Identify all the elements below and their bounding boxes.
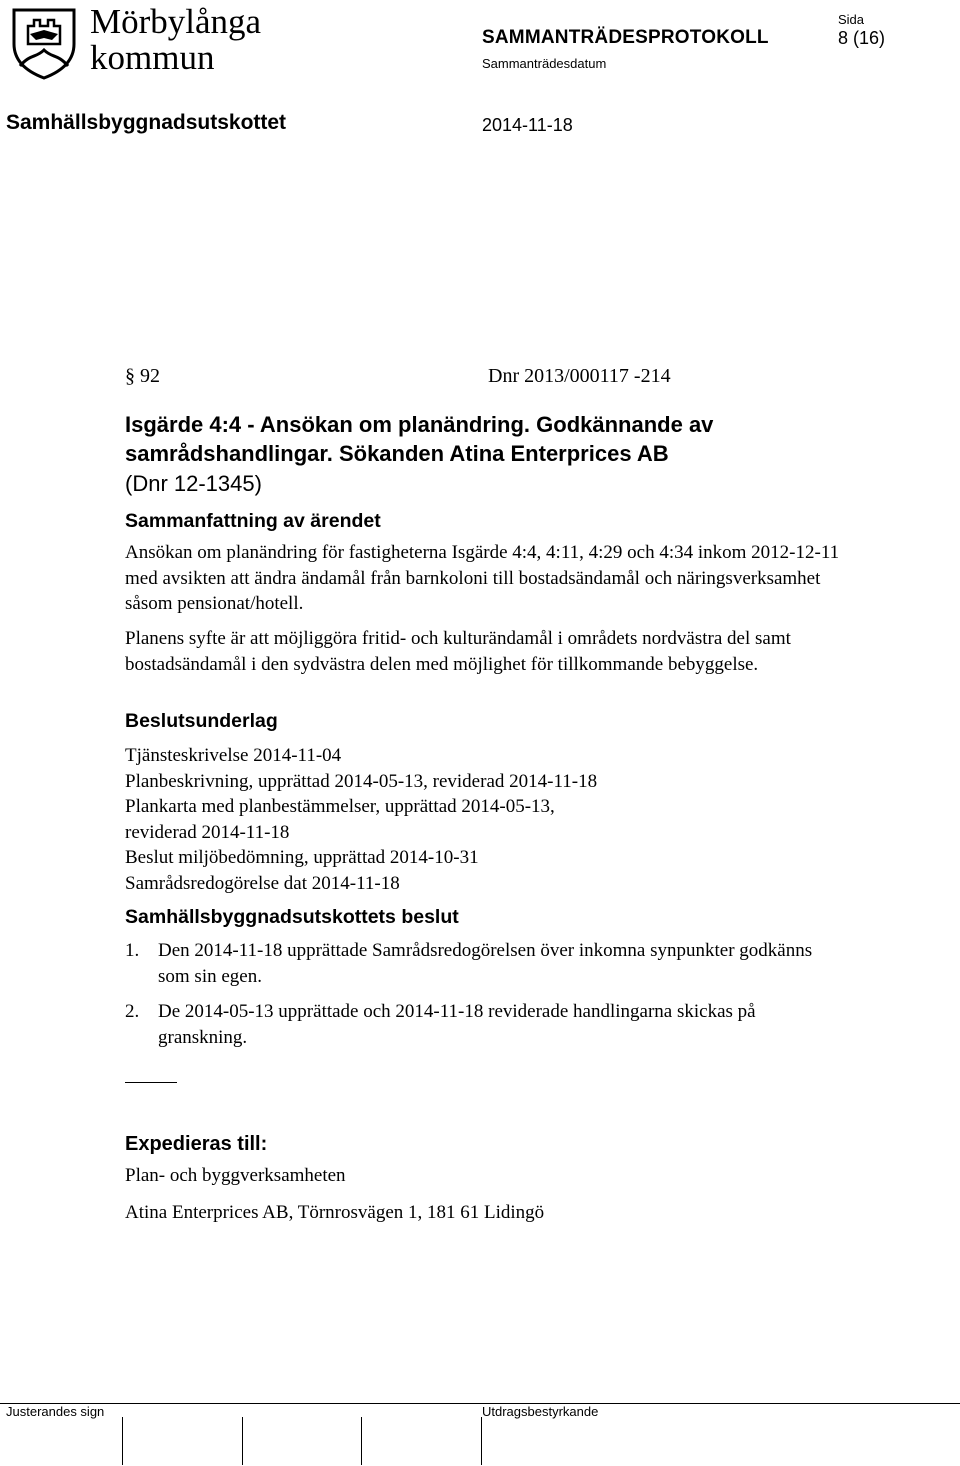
basis-item: Planbeskrivning, upprättad 2014-05-13, reviderad 2014-11-18 — [125, 770, 598, 792]
dispatch-recipient: Atina Enterprices AB, Törnrosvägen 1, 181 61 Lidingö — [125, 1202, 545, 1223]
item-title: Isgärde 4:4 - Ansökan om planändring. Godkännande av samrådshandlingar. Sökanden Atina Enterprices AB — [125, 412, 714, 466]
page-label: Sida — [838, 12, 865, 27]
signature-box-divider — [242, 1417, 243, 1465]
meeting-date-label: Sammanträdesdatum — [482, 56, 607, 71]
end-divider — [125, 1082, 177, 1083]
decision-item-text: De 2014-05-13 upprättade och 2014-11-18 reviderade handlingarna skickas på granskning. — [158, 1001, 756, 1048]
signature-box-divider — [361, 1417, 362, 1465]
meeting-date: 2014-11-18 — [482, 115, 573, 135]
dispatch-heading: Expedieras till: — [125, 1133, 268, 1155]
basis-item: Plankarta med planbestämmelser, upprättad 2014-05-13, — [125, 796, 555, 817]
decision-item — [125, 938, 845, 989]
section-sign: § — [125, 365, 135, 387]
decision-item-number: 2. — [125, 1001, 140, 1022]
signature-box-divider — [481, 1417, 482, 1465]
basis-item: Beslut miljöbedömning, upprättad 2014-10-31 — [125, 847, 479, 868]
item-number: 92 — [140, 365, 160, 387]
municipal-coat-of-arms-icon — [6, 4, 82, 80]
decision-heading: Samhällsbyggnadsutskottets beslut — [125, 906, 459, 928]
page-number: 8 (16) — [838, 28, 886, 48]
certification-label: Utdragsbestyrkande — [482, 1404, 599, 1419]
signature-label: Justerandes sign — [6, 1404, 105, 1419]
decision-item — [125, 999, 845, 1050]
summary-paragraph-2: Planens syfte är att möjliggöra fritid- och kulturändamål i områdets nordvästra del samt bostadsändamål i den sydvästra delen med möjlighet för tillkommande bebyggelse. — [125, 628, 791, 675]
basis-item: Samrådsredogörelse dat 2014-11-18 — [125, 872, 400, 894]
signature-box-divider — [122, 1417, 123, 1465]
decision-item-text: Den 2014-11-18 upprättade Samrådsredogörelsen över inkomna synpunkter godkänns som sin egen. — [158, 940, 813, 987]
footer-divider — [0, 1403, 960, 1404]
logo-line-2: kommun — [90, 38, 215, 77]
summary-heading: Sammanfattning av ärendet — [125, 510, 381, 532]
basis-item: Tjänsteskrivelse 2014-11-04 — [125, 745, 342, 766]
basis-item: reviderad 2014-11-18 — [125, 821, 290, 843]
logo-line-1: Mörbylånga — [90, 2, 262, 41]
case-number: Dnr 2013/000117 -214 — [488, 365, 671, 387]
paragraph-number — [125, 365, 160, 388]
summary-paragraph-1: Ansökan om planändring för fastigheterna Isgärde 4:4, 4:11, 4:29 och 4:34 inkom 2012-12-11 med avsikten att ändra ändamål från barnkoloni till bostadsändamål och näringsverksamhet såsom pensionat/hotell. — [125, 542, 840, 614]
committee-name: Samhällsbyggnadsutskottet — [6, 111, 287, 134]
document-title: SAMMANTRÄDESPROTOKOLL — [482, 27, 769, 48]
decision-item-number: 1. — [125, 940, 140, 961]
item-subtitle: (Dnr 12-1345) — [125, 471, 262, 496]
basis-heading: Beslutsunderlag — [125, 710, 278, 732]
dispatch-recipient: Plan- och byggverksamheten — [125, 1165, 346, 1186]
logo-text — [90, 4, 261, 76]
basis-list — [125, 743, 845, 896]
